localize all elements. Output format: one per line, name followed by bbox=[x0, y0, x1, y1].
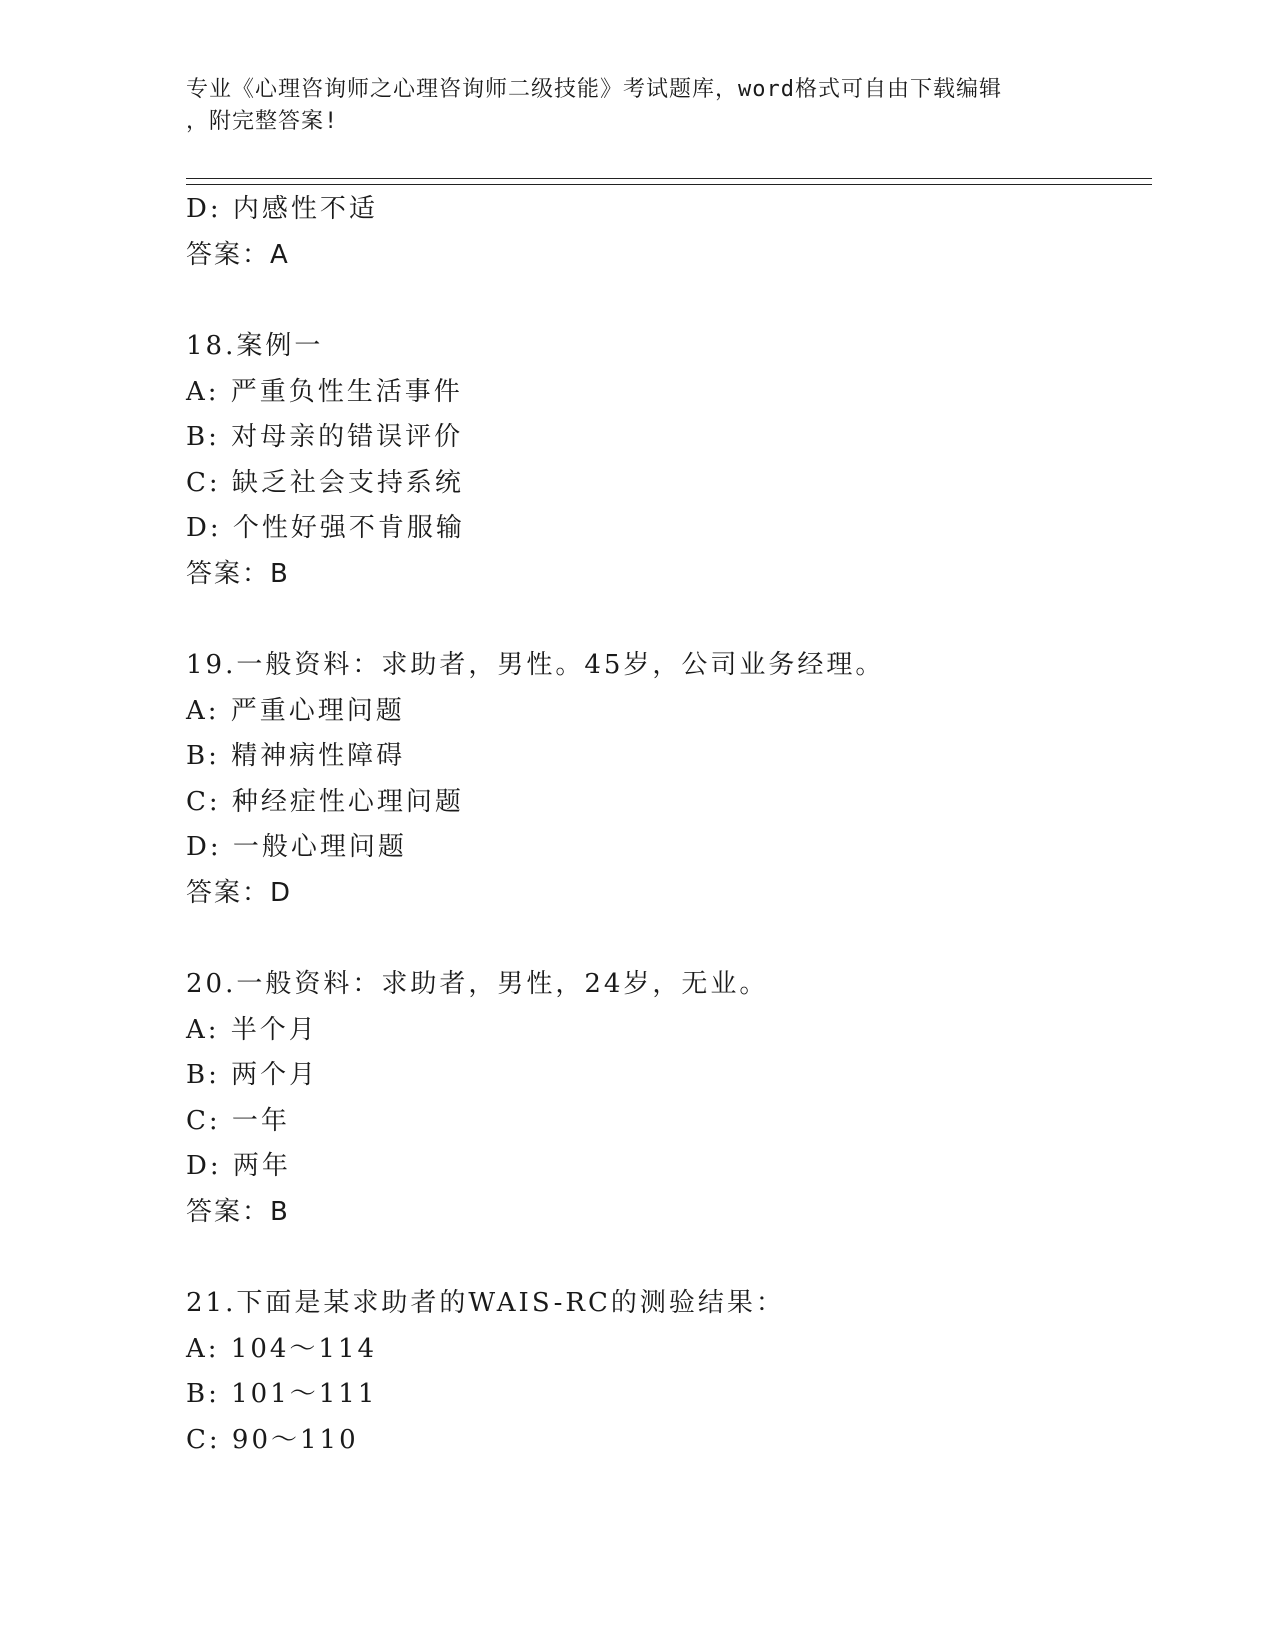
question-stem-21: 21.下面是某求助者的WAIS-RC的测验结果： bbox=[186, 1288, 785, 1318]
option-d: D: 个性好强不肯服输 bbox=[186, 513, 465, 543]
question-stem-20: 20.一般资料：求助者，男性，24岁，无业。 bbox=[186, 969, 769, 999]
option-c: C: 种经症性心理问题 bbox=[186, 786, 464, 817]
option-d: D: 内感性不适 bbox=[186, 194, 378, 224]
option-b: B: 精神病性障碍 bbox=[186, 741, 406, 771]
option-c: C: 90～110 bbox=[186, 1424, 359, 1455]
question-stem-18: 18.案例一 bbox=[186, 331, 324, 361]
option-b: B: 101～111 bbox=[186, 1379, 378, 1409]
option-a: A: 严重心理问题 bbox=[186, 695, 405, 726]
header-divider-bottom bbox=[186, 184, 1152, 185]
document-header bbox=[186, 74, 1086, 138]
question-stem-19: 19.一般资料：求助者，男性。45岁，公司业务经理。 bbox=[186, 650, 885, 680]
option-b: B: 对母亲的错误评价 bbox=[186, 422, 464, 452]
option-d: D: 一般心理问题 bbox=[186, 832, 407, 862]
header-divider-top bbox=[186, 178, 1152, 179]
option-a: A: 104～114 bbox=[186, 1333, 378, 1364]
option-a: A: 严重负性生活事件 bbox=[186, 376, 463, 407]
answer-line: 答案：B bbox=[186, 1196, 290, 1227]
option-b: B: 两个月 bbox=[186, 1060, 319, 1090]
option-c: C: 缺乏社会支持系统 bbox=[186, 467, 464, 498]
header-line-1: 专业《心理咨询师之心理咨询师二级技能》考试题库，word格式可自由下载编辑 bbox=[186, 77, 1002, 102]
answer-line: 答案：B bbox=[186, 558, 290, 589]
answer-line: 答案：A bbox=[186, 239, 290, 270]
option-a: A: 半个月 bbox=[186, 1014, 318, 1045]
option-d: D: 两年 bbox=[186, 1151, 291, 1181]
header-line-2: ，附完整答案! bbox=[186, 109, 339, 134]
question-list bbox=[186, 187, 1152, 1463]
option-c: C: 一年 bbox=[186, 1105, 290, 1136]
answer-line: 答案：D bbox=[186, 877, 293, 908]
